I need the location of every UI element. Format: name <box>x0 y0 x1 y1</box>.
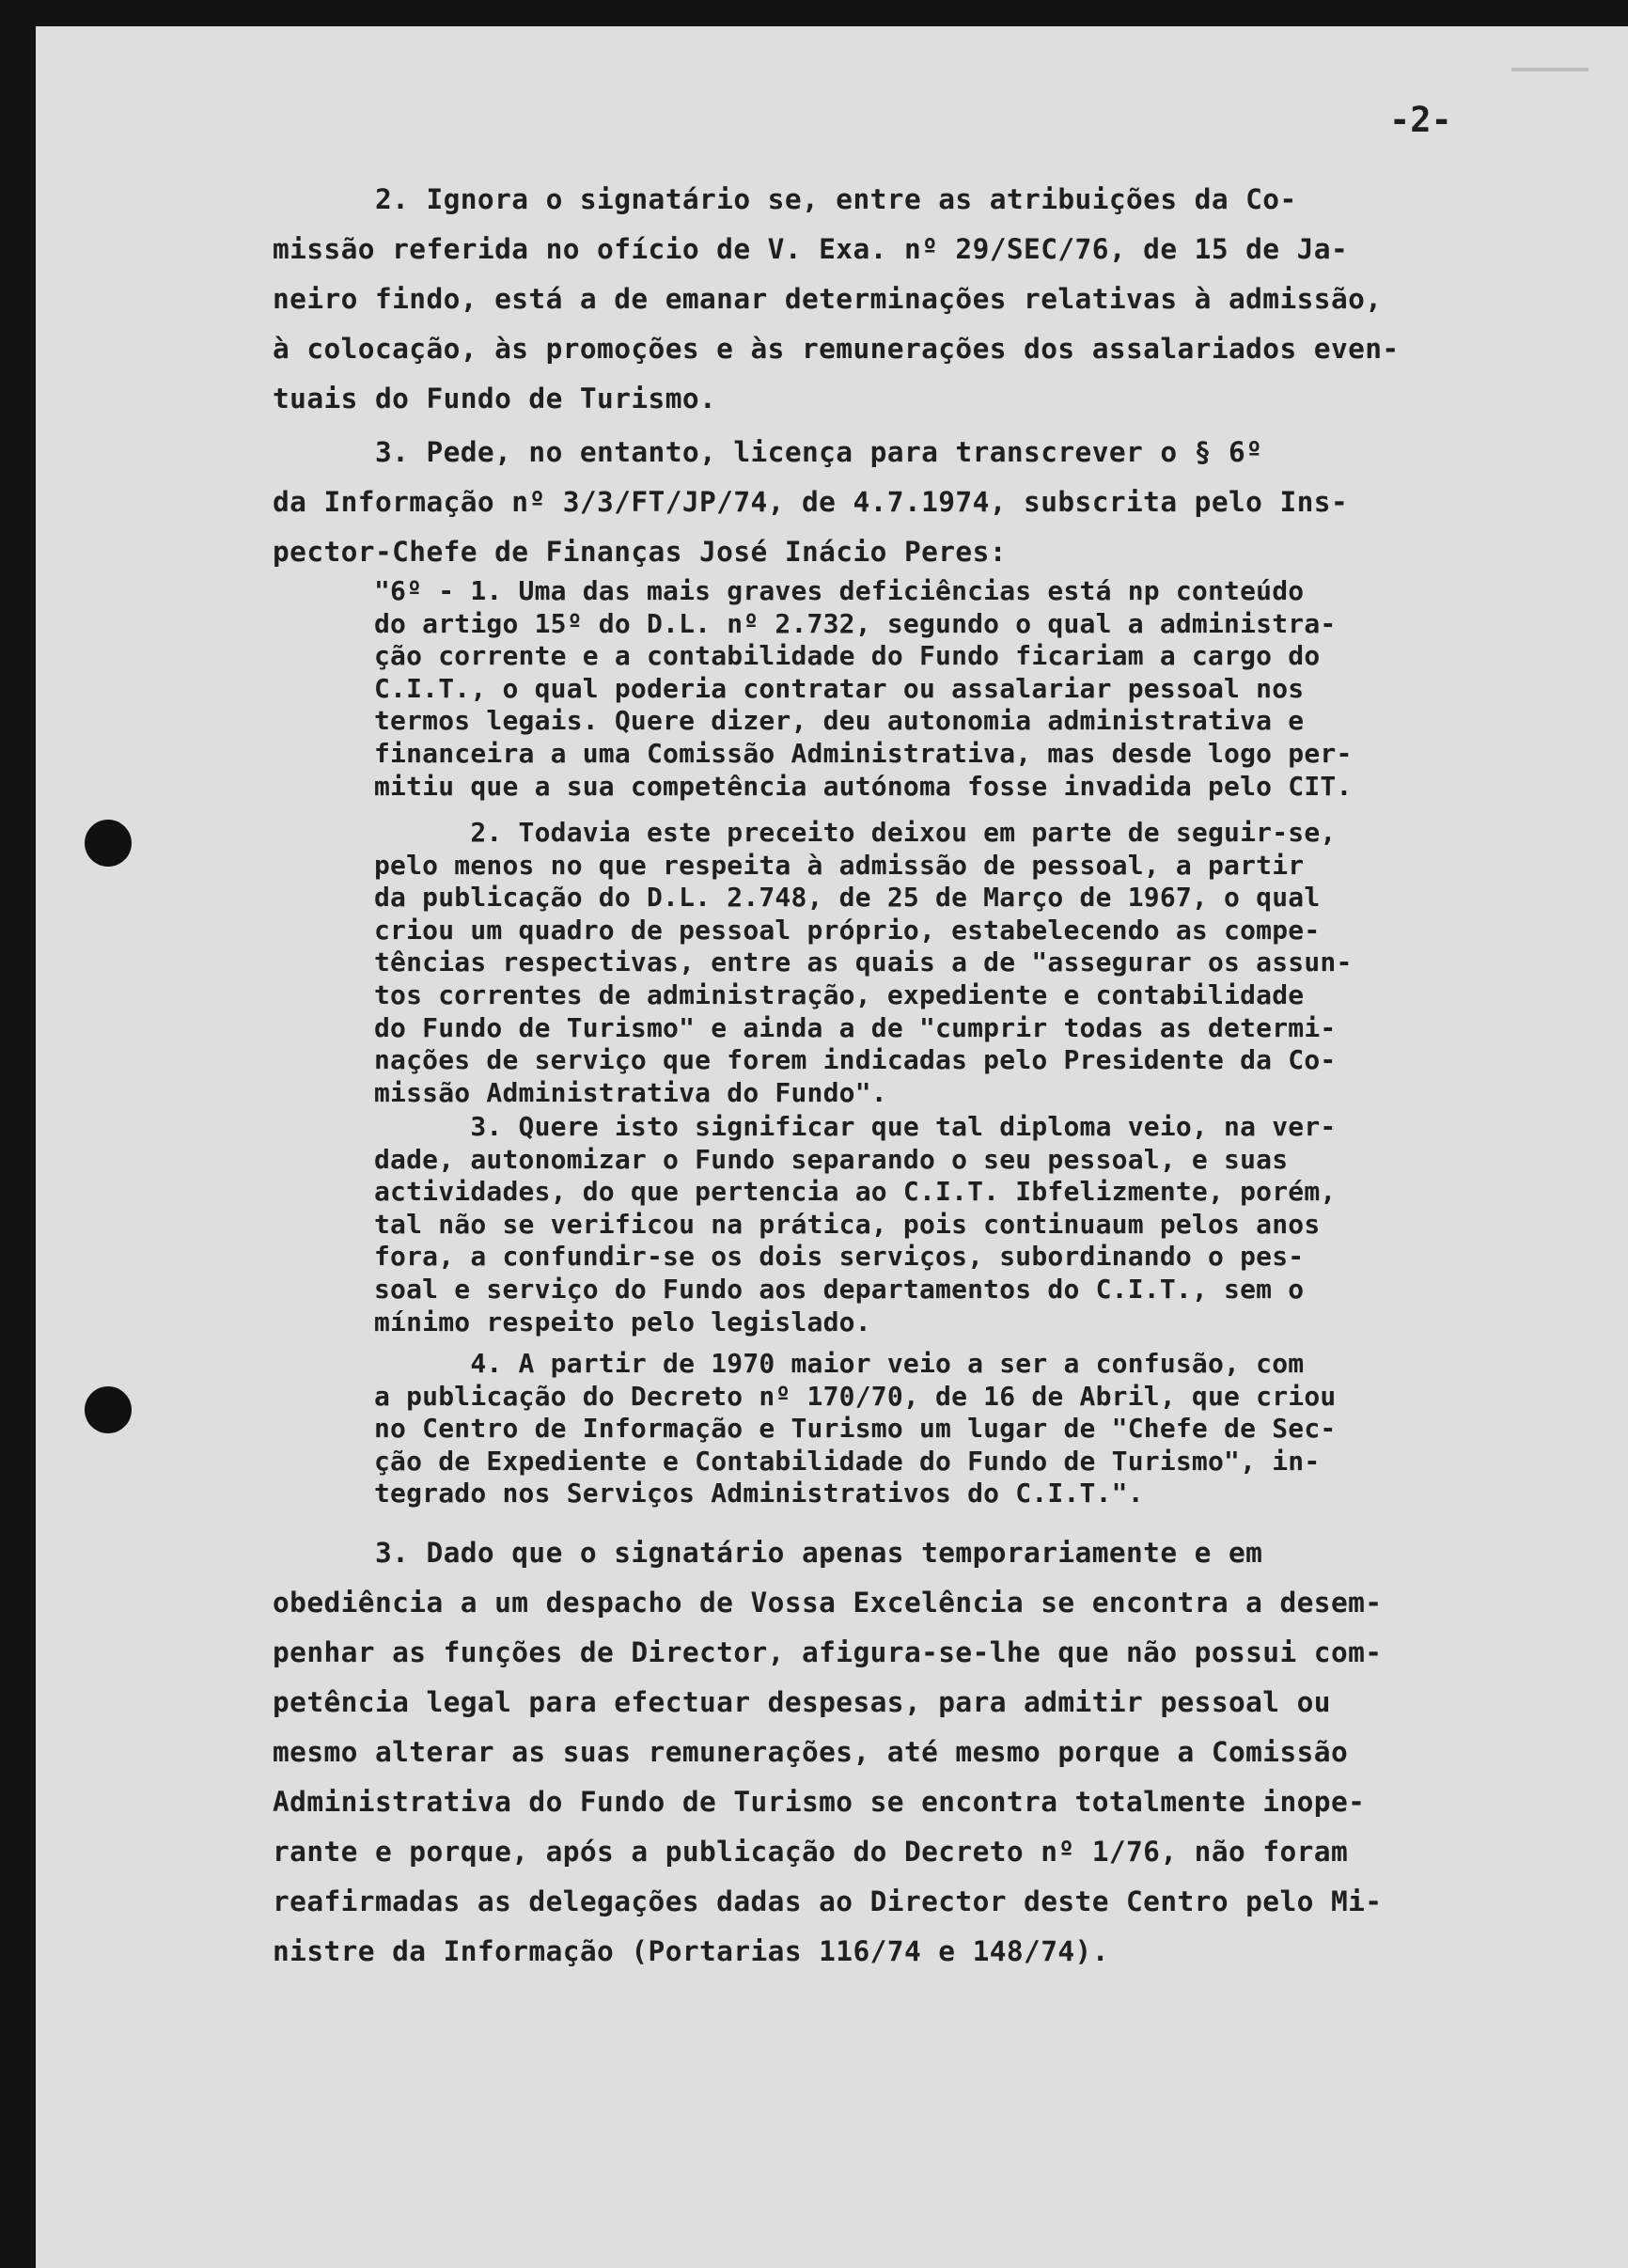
quoted-item-4: 4. A partir de 1970 maior veio a ser a confusão, com a publicação do Decreto nº 170/70, de 16 de Abril, que criou no Centro de Informação e Turismo um lugar de "Chefe de Sec- ção de Expediente e Contabilidade do Fundo de Turismo", in- tegrado nos Serviços Administrativos do C.I.T.". <box>374 1348 1337 1509</box>
paragraph-2: 2. Ignora o signatário se, entre as atribuições da Co- missão referida no ofício de V. Exa. nº 29/SEC/76, de 15 de Ja- neiro findo, está a de emanar determinações relativas à admissão, à colocação, às promoções e às remunerações dos assalariados even- tuais do Fundo de Turismo. <box>273 183 1400 414</box>
paragraph-3: 3. Pede, no entanto, licença para transcrever o § 6º da Informação nº 3/3/FT/JP/74, de 4.7.1974, subscrita pelo Ins- pector-Chefe de Finanças José Inácio Peres: <box>273 436 1349 568</box>
punch-hole-top <box>85 820 132 867</box>
page-number: -2- <box>1389 100 1452 140</box>
quoted-item-3: 3. Quere isto significar que tal diploma veio, na ver- dade, autonomizar o Fundo separando o seu pessoal, e suas actividades, do que pertencia ao C.I.T. Ibfelizmente, porém, tal não se verificou na prática, pois continuaum pelos anos fora, a confundir-se os dois serviços, subordinando o pes- soal e serviço do Fundo aos departamentos do C.I.T., sem o mínimo respeito pelo legislado. <box>374 1111 1337 1337</box>
paragraph-final: 3. Dado que o signatário apenas temporariamente e em obediência a um despacho de Vossa Excelência se encontra a desem- penhar as funções de Director, afigura-se-lhe que não possui com- petência legal para efectuar despesas, para admitir pessoal ou mesmo alterar as suas remunerações, até mesmo porque a Comissão Administrativa do Fundo de Turismo se encontra totalmente inope- rante e porque, após a publicação do Decreto nº 1/76, não foram reafirmadas as delegações dadas ao Director deste Centro pelo Mi- nistre da Informação (Portarias 116/74 e 148/74). <box>273 1537 1383 1967</box>
quoted-item-2: 2. Todavia este preceito deixou em parte de seguir-se, pelo menos no que respeita à admissão de pessoal, a partir da publicação do D.L. 2.748, de 25 de Março de 1967, o qual criou um quadro de pessoal próprio, estabelecendo as compe- tências respectivas, entre as quais a de "assegurar os assun- tos correntes de administração, expediente e contabilidade do Fundo de Turismo" e ainda a de "cumprir todas as determi- nações de serviço que forem indicadas pelo Presidente da Co- missão Administrativa do Fundo". <box>374 817 1353 1108</box>
punch-hole-bottom <box>85 1386 132 1433</box>
quoted-item-1: "6º - 1. Uma das mais graves deficiências está np conteúdo do artigo 15º do D.L. nº 2.732, segundo o qual a administra- ção corrente e a contabilidade do Fundo ficariam a cargo do C.I.T., o qual poderia contratar ou assalariar pessoal nos termos legais. Quere dizer, deu autonomia administrativa e financeira a uma Comissão Administrativa, mas desde logo per- mitiu que a sua competência autónoma fosse invadida pelo CIT. <box>374 575 1353 802</box>
page-edge-mark <box>1511 68 1589 71</box>
